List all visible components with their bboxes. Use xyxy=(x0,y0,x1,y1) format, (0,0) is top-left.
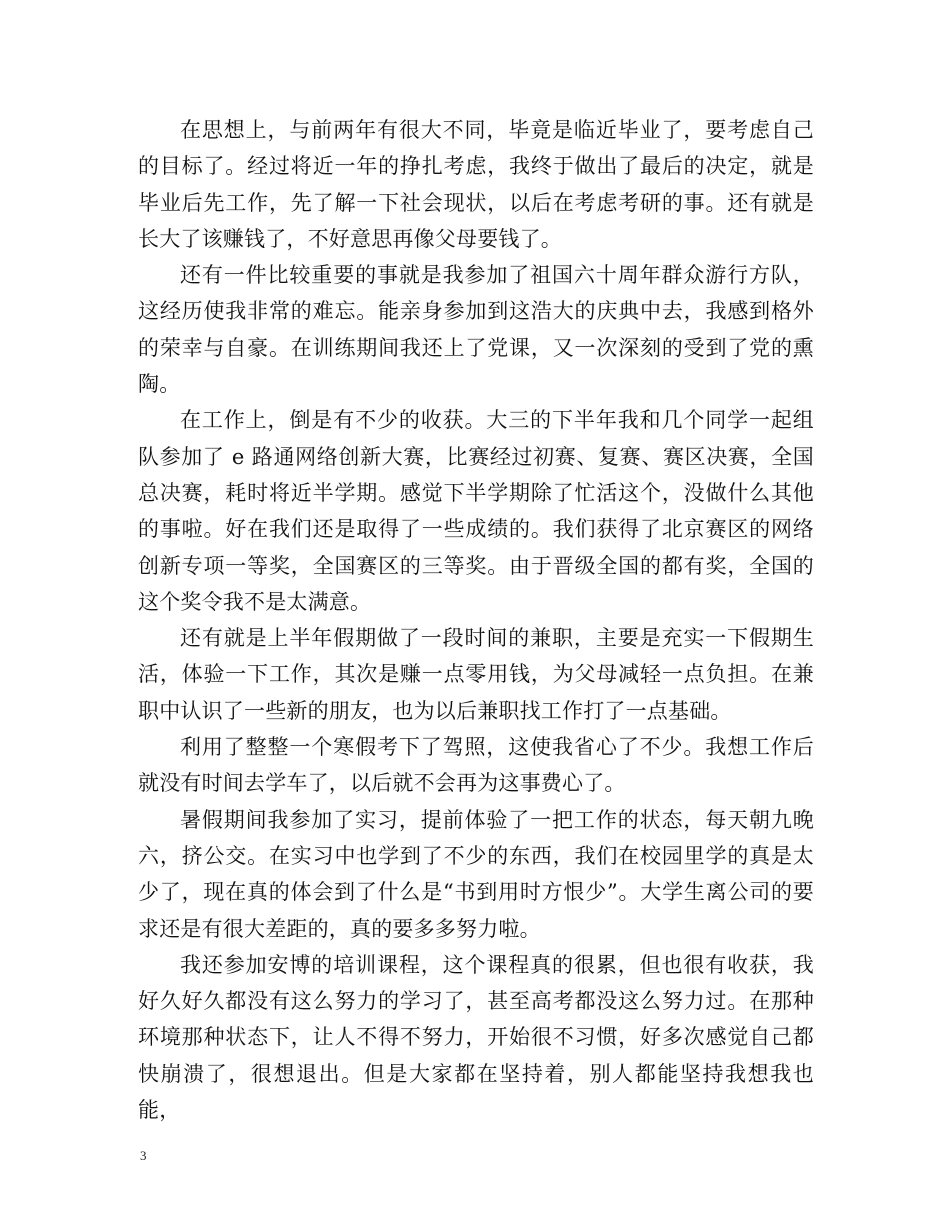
document-body xyxy=(138,112,814,1128)
paragraph-competition: 在工作上，倒是有不少的收获。大三的下半年我和几个同学一起组队参加了 e 路通网络创新大赛，比赛经过初赛、复赛、赛区决赛，全国总决赛，耗时将近半学期。感觉下半学期除了忙活这个，没做什么其他的事啦。好在我们还是取得了一些成绩的。我们获得了北京赛区的网络创新专项一等奖，全国赛区的三等奖。由于晋级全国的都有奖，全国的这个奖令我不是太满意。 xyxy=(138,408,814,614)
paragraph-training: 我还参加安博的培训课程，这个课程真的很累，但也很有收获，我好久好久都没有这么努力的学习了，甚至高考都没这么努力过。在那种环境那种状态下，让人不得不努力，开始很不习惯，好多次感觉自己都快崩溃了，很想退出。但是大家都在坚持着，别人都能坚持我想我也能， xyxy=(138,952,814,1123)
paragraph-parade: 还有一件比较重要的事就是我参加了祖国六十周年群众游行方队，这经历使我非常的难忘。能亲身参加到这浩大的庆典中去，我感到格外的荣幸与自豪。在训练期间我还上了党课，又一次深刻的受到了党的熏陶。 xyxy=(138,263,814,397)
paragraph-driving-license: 利用了整整一个寒假考下了驾照，这使我省心了不少。我想工作后就没有时间去学车了，以后就不会再为这事费心了。 xyxy=(138,735,814,796)
page-number: 3 xyxy=(140,1148,147,1163)
paragraph-part-time-job: 还有就是上半年假期做了一段时间的兼职，主要是充实一下假期生活，体验一下工作，其次是赚一点零用钱，为父母减轻一点负担。在兼职中认识了一些新的朋友，也为以后兼职找工作打了一点基础。 xyxy=(138,626,814,723)
paragraph-internship: 暑假期间我参加了实习，提前体验了一把工作的状态，每天朝九晚六，挤公交。在实习中也学到了不少的东西，我们在校园里学的真是太少了，现在真的体会到了什么是“书到用时方恨少”。大学生离公司的要求还是有很大差距的，真的要多多努力啦。 xyxy=(138,807,814,941)
paragraph-thoughts: 在思想上，与前两年有很大不同，毕竟是临近毕业了，要考虑自己的目标了。经过将近一年的挣扎考虑，我终于做出了最后的决定，就是毕业后先工作，先了解一下社会现状，以后在考虑考研的事。还有就是长大了该赚钱了，不好意思再像父母要钱了。 xyxy=(138,118,814,251)
